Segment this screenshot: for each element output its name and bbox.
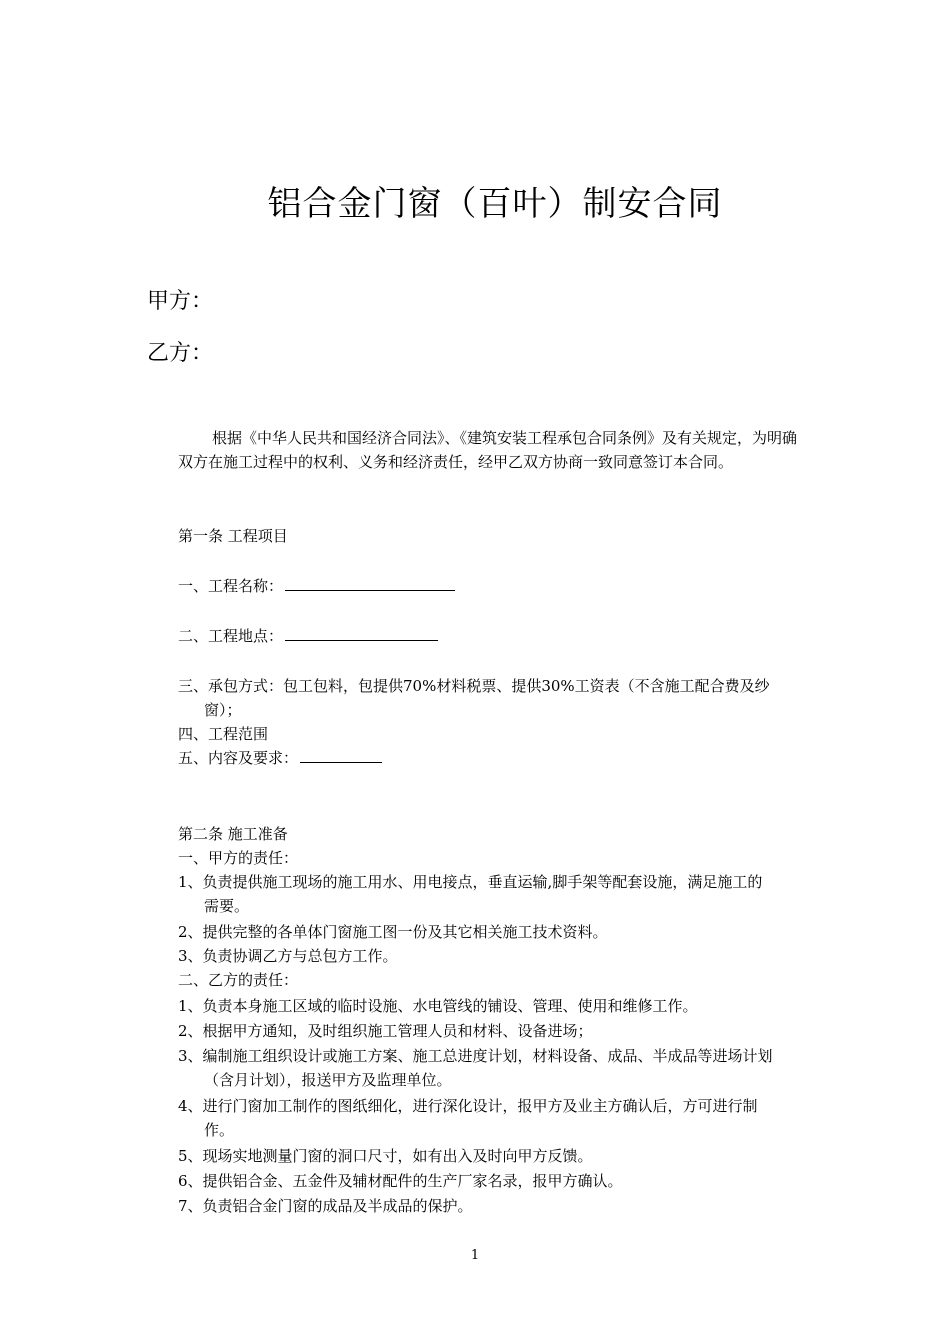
party-a-item-1 <box>178 870 808 918</box>
project-location-blank <box>285 626 438 641</box>
party-b-item-3-text: 3、编制施工组织设计或施工方案、施工总进度计划，材料设备、成品、半成品等进场计划 <box>178 1047 773 1065</box>
party-b-item-3-continuation: （含月计划），报送甲方及监理单位。 <box>204 1071 452 1089</box>
intro-paragraph: 根据《中华人民共和国经济合同法》、《建筑安装工程承包合同条例》及有关规定，为明确双方在施工过程中的权利、义务和经济责任，经甲乙双方协商一致同意签订本合同。 <box>178 429 798 471</box>
party-b-item-6: 6、提供铝合金、五金件及辅材配件的生产厂家名录，报甲方确认。 <box>178 1172 623 1190</box>
party-b-item-4-continuation: 作。 <box>204 1121 235 1139</box>
page-number: 1 <box>470 1248 480 1263</box>
party-b-item-7: 7、负责铝合金门窗的成品及半成品的保护。 <box>178 1197 473 1215</box>
party-a-item-2: 2、提供完整的各单体门窗施工图一份及其它相关施工技术资料。 <box>178 923 608 941</box>
party-a-item-3: 3、负责协调乙方与总包方工作。 <box>178 947 398 965</box>
requirements-label: 五、内容及要求： <box>178 749 299 767</box>
party-b-item-5: 5、现场实地测量门窗的洞口尺寸，如有出入及时向甲方反馈。 <box>178 1147 593 1165</box>
project-name-label: 一、工程名称： <box>178 577 284 595</box>
party-b-item-3 <box>178 1044 808 1092</box>
contract-mode-text: 三、承包方式：包工包料，包提供70%材料税票、提供30%工资表（不含施工配合费及纱 <box>178 677 770 695</box>
party-b-item-1: 1、负责本身施工区域的临时设施、水电管线的铺设、管理、使用和维修工作。 <box>178 997 698 1015</box>
party-a-item-1-text: 1、负责提供施工现场的施工用水、用电接点，垂直运输,脚手架等配套设施，满足施工的 <box>178 873 763 891</box>
project-scope: 四、工程范围 <box>178 725 269 743</box>
document-title: 铝合金门窗（百叶）制安合同 <box>267 184 723 224</box>
requirements-blank <box>300 748 382 763</box>
article-1-heading: 第一条 工程项目 <box>178 527 288 545</box>
requirements-row <box>178 746 382 770</box>
project-name-row <box>178 574 455 598</box>
project-location-row <box>178 624 438 648</box>
contract-mode-item <box>178 674 808 722</box>
party-a-label: 甲方： <box>147 289 214 314</box>
party-a-item-1-continuation: 需要。 <box>204 897 250 915</box>
party-b-item-4-text: 4、进行门窗加工制作的图纸细化，进行深化设计，报甲方及业主方确认后，方可进行制 <box>178 1097 758 1115</box>
party-b-responsibilities-heading: 二、乙方的责任： <box>178 971 299 989</box>
project-name-blank <box>285 576 455 591</box>
party-a-responsibilities-heading: 一、甲方的责任： <box>178 849 299 867</box>
contract-mode-continuation: 窗）； <box>204 701 242 719</box>
party-b-item-2: 2、根据甲方通知，及时组织施工管理人员和材料、设备进场； <box>178 1022 593 1040</box>
article-2-heading: 第二条 施工准备 <box>178 825 288 843</box>
project-location-label: 二、工程地点： <box>178 627 284 645</box>
party-b-label: 乙方： <box>147 341 214 366</box>
party-b-item-4 <box>178 1094 808 1142</box>
